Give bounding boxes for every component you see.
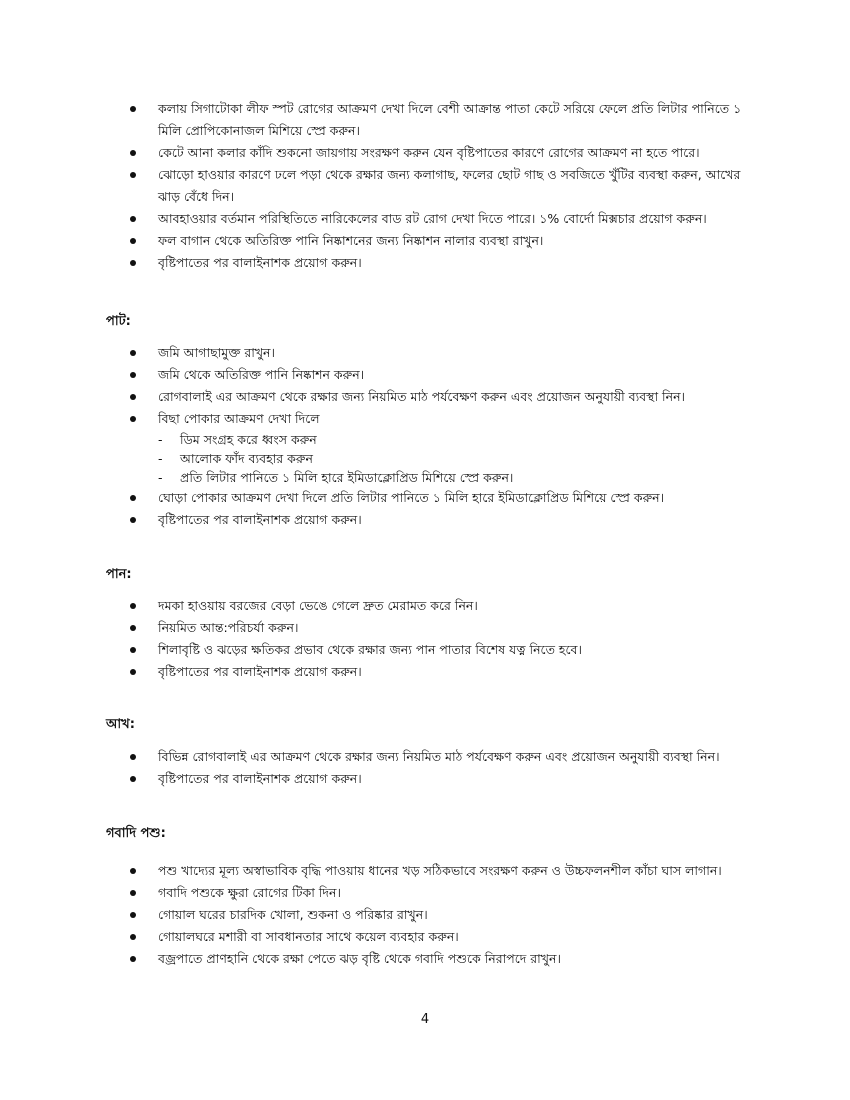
list-item-text: জমি থেকে অতিরিক্ত পানি নিষ্কাশন করুন।	[158, 367, 365, 382]
bullet-icon	[130, 372, 136, 378]
list-item	[0, 904, 850, 926]
dash-icon: -	[158, 470, 163, 485]
bullet-icon	[130, 647, 136, 653]
betel-advice-list	[0, 595, 850, 683]
list-item	[0, 617, 850, 639]
list-item	[0, 230, 850, 252]
list-item	[0, 408, 850, 487]
sub-list-item-text: আলোক ফাঁদ ব্যবহার করুন	[180, 451, 313, 466]
list-item-text: জমি আগাছামুক্ত রাখুন।	[158, 345, 275, 360]
sub-list-item	[158, 430, 760, 449]
bullet-icon	[130, 172, 136, 178]
bullet-icon	[130, 603, 136, 609]
list-item	[0, 364, 850, 386]
sub-list-item-text: প্রতি লিটার পানিতে ১ মিলি হারে ইমিডাক্লোপ্রিড মিশিয়ে স্প্রে করুন।	[180, 470, 514, 485]
page-number: 4	[420, 1012, 430, 1027]
bullet-icon	[130, 868, 136, 874]
bullet-icon	[130, 350, 136, 356]
bullet-icon	[130, 934, 136, 940]
bullet-icon	[130, 890, 136, 896]
list-item-text: রোগবালাই এর আক্রমণ থেকে রক্ষার জন্য নিয়মিত মাঠ পর্যবেক্ষণ করুন এবং প্রয়োজন অনুযায়ী ব্যবস্থা নিন।	[158, 389, 686, 404]
bullet-icon	[130, 416, 136, 422]
list-item	[0, 926, 850, 948]
list-item-text: গোয়াল ঘরের চারদিক খোলা, শুকনা ও পরিষ্কার রাখুন।	[158, 907, 428, 922]
bullet-icon	[130, 517, 136, 523]
list-item-text: আবহাওয়ার বর্তমান পরিস্থিতিতে নারিকেলের বাড রট রোগ দেখা দিতে পারে। ১% বোর্দো মিক্সচার প্রয়োগ করুন।	[158, 211, 707, 226]
list-item	[0, 882, 850, 904]
bullet-icon	[130, 912, 136, 918]
list-item-text: বজ্রপাতে প্রাণহানি থেকে রক্ষা পেতে ঝড় বৃষ্টি থেকে গবাদি পশুকে নিরাপদে রাখুন।	[158, 951, 561, 966]
list-item-text: বৃষ্টিপাতের পর বালাইনাশক প্রয়োগ করুন।	[158, 512, 362, 527]
list-item-text: কলায় সিগাটোকা লীফ স্পট রোগের আক্রমণ দেখা দিলে বেশী আক্রান্ত পাতা কেটে সরিয়ে ফেলে প্রতি লিটার পানিতে ১ মিলি প্রোপিকোনাজল মিশিয়ে স্প্রে করুন।	[158, 101, 742, 138]
list-item-text: কেটে আনা কলার কাঁদি শুকনো জায়গায় সংরক্ষণ করুন যেন বৃষ্টিপাতের কারণে রোগের আক্রমণ না হতে পারে।	[158, 145, 700, 160]
list-item	[0, 208, 850, 230]
section-heading-jute: পাট:	[106, 314, 131, 329]
list-item-text: ঝোড়ো হাওয়ার কারণে ঢলে পড়া থেকে রক্ষার জন্য কলাগাছ, ফলের ছোট গাছ ও সবজিতে খুঁটির ব্যবস্থা করুন, আখের ঝাড় বেঁধে দিন।	[158, 167, 741, 204]
section-heading-sugarcane: আখ:	[106, 717, 135, 732]
list-item	[0, 487, 850, 509]
list-item	[0, 948, 850, 970]
list-item-text: ঘোড়া পোকার আক্রমণ দেখা দিলে প্রতি লিটার পানিতে ১ মিলি হারে ইমিডাক্লোপ্রিড মিশিয়ে স্প্রে করুন।	[158, 490, 665, 505]
list-item	[0, 386, 850, 408]
list-item-text: বিভিন্ন রোগবালাই এর আক্রমণ থেকে রক্ষার জন্য নিয়মিত মাঠ পর্যবেক্ষণ করুন এবং প্রয়োজন অনুযায়ী ব্যবস্থা নিন।	[158, 749, 720, 764]
list-item-text: গবাদি পশুকে ক্ষুরা রোগের টিকা দিন।	[158, 885, 341, 900]
list-item-text: ফল বাগান থেকে অতিরিক্ত পানি নিষ্কাশনের জন্য নিষ্কাশন নালার ব্যবস্থা রাখুন।	[158, 233, 544, 248]
bullet-icon	[130, 106, 136, 112]
list-item	[0, 164, 850, 208]
bullet-icon	[130, 495, 136, 501]
list-item	[0, 142, 850, 164]
list-item	[0, 639, 850, 661]
bullet-icon	[130, 625, 136, 631]
list-item	[0, 768, 850, 790]
list-item-text: শিলাবৃষ্টি ও ঝড়ের ক্ষতিকর প্রভাব থেকে রক্ষার জন্য পান পাতার বিশেষ যত্ন নিতে হবে।	[158, 642, 582, 657]
bullet-icon	[130, 956, 136, 962]
list-item-text: বৃষ্টিপাতের পর বালাইনাশক প্রয়োগ করুন।	[158, 664, 362, 679]
bullet-icon	[130, 776, 136, 782]
list-item	[0, 860, 850, 882]
bullet-icon	[130, 669, 136, 675]
bullet-icon	[130, 238, 136, 244]
list-item-text: দমকা হাওয়ায় বরজের বেড়া ভেঙে গেলে দ্রুত মেরামত করে নিন।	[158, 598, 478, 613]
list-item-text: নিয়মিত আন্ত:পরিচর্যা করুন।	[158, 620, 299, 635]
list-item-text: বিছা পোকার আক্রমণ দেখা দিলে	[158, 411, 320, 426]
sub-list-item	[158, 468, 760, 487]
list-item	[0, 252, 850, 274]
sub-list	[158, 430, 760, 487]
jute-advice-list	[0, 342, 850, 531]
sub-list-item-text: ডিম সংগ্রহ করে ধ্বংস করুন	[180, 432, 317, 447]
list-item	[0, 661, 850, 683]
bullet-icon	[130, 216, 136, 222]
livestock-advice-list	[0, 860, 850, 970]
list-item-text: বৃষ্টিপাতের পর বালাইনাশক প্রয়োগ করুন।	[158, 255, 362, 270]
bullet-icon	[130, 150, 136, 156]
list-item	[0, 509, 850, 531]
dash-icon: -	[158, 451, 163, 466]
list-item	[0, 342, 850, 364]
bullet-icon	[130, 260, 136, 266]
sugarcane-advice-list	[0, 746, 850, 790]
list-item-text: গোয়ালঘরে মশারী বা সাবধানতার সাথে কয়েল ব্যবহার করুন।	[158, 929, 459, 944]
dash-icon: -	[158, 432, 163, 447]
fruit-advice-list	[0, 98, 850, 274]
list-item	[0, 98, 850, 142]
bullet-icon	[130, 394, 136, 400]
list-item	[0, 746, 850, 768]
section-heading-betel: পান:	[106, 567, 132, 582]
bullet-icon	[130, 754, 136, 760]
list-item-text: বৃষ্টিপাতের পর বালাইনাশক প্রয়োগ করুন।	[158, 771, 362, 786]
list-item	[0, 595, 850, 617]
section-heading-livestock: গবাদি পশু:	[106, 826, 166, 841]
sub-list-item	[158, 449, 760, 468]
list-item-text: পশু খাদ্যের মূল্য অস্বাভাবিক বৃদ্ধি পাওয়ায় ধানের খড় সঠিকভাবে সংরক্ষণ করুন ও উচ্চফলনশীল কাঁচা ঘাস লাগান।	[158, 863, 722, 878]
